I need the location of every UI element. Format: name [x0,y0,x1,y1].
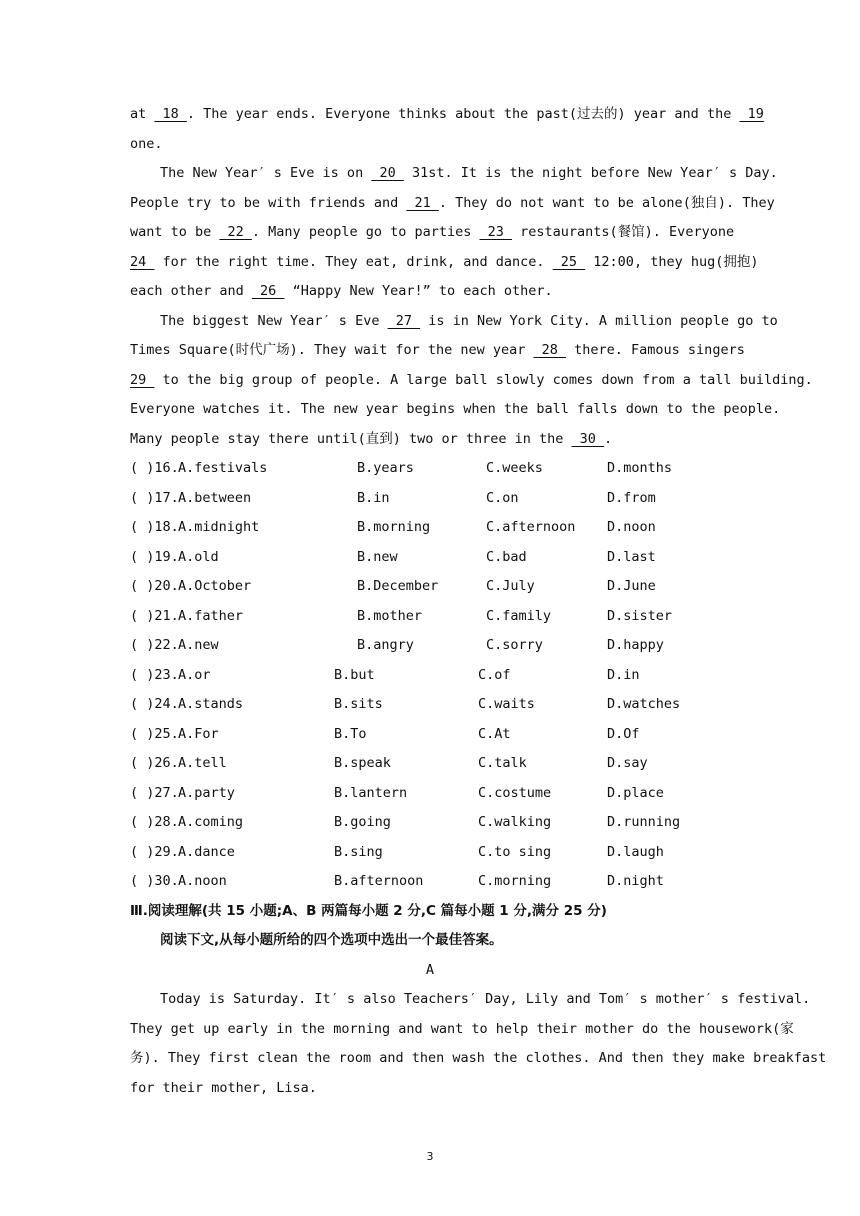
option-d: D.say [607,755,648,771]
option-d: D.night [607,873,664,889]
question-row [130,838,730,868]
option-c: C.At [478,725,511,742]
option-a: A.For [178,725,219,742]
option-c: C.morning [478,873,552,889]
option-c: C.walking [478,814,552,830]
option-b: B.To [334,725,367,742]
option-b: B.December [357,578,439,594]
blank-24: 24 [130,253,155,270]
option-c: C.to sing [478,843,552,860]
passage-line: at 18 . The year ends. Everyone thinks about the past(过去的) year and the 19 [130,106,764,122]
blank-18: 18 [154,106,187,122]
question-row [130,690,730,720]
option-d: D.watches [607,696,681,712]
blank-25: 25 [552,253,586,270]
option-d: D.happy [607,637,664,653]
passage-line: They get up early in the morning and want to help their mother do the housework(家 [130,1020,794,1037]
blank-23: 23 [479,224,513,240]
blank-29: 29 [130,371,155,388]
option-b: B.sits [334,696,383,712]
passage-line: Many people stay there until(直到) two or three in the 30 . [130,430,613,447]
option-d: D.running [607,814,681,830]
blank-26: 26 [251,283,285,299]
question-number: ( )23. [130,666,179,683]
blank-20: 20 [371,165,404,181]
option-a: A.October [178,578,252,594]
option-b: B.going [334,814,391,830]
passage-line: Times Square(时代广场). They wait for the new year 28 there. Famous singers [130,342,745,358]
option-a: A.midnight [178,519,260,535]
page-number: 3 [426,1150,434,1163]
option-b: B.years [357,460,414,476]
question-number: ( )29. [130,843,179,860]
question-row [130,543,730,573]
question-number: ( )30. [130,873,179,889]
option-a: A.old [178,548,219,565]
question-number: ( )27. [130,784,179,801]
question-row [130,749,730,779]
option-a: A.father [178,607,244,624]
option-d: D.noon [607,519,656,535]
passage-line: Today is Saturday. It′ s also Teachers′ Day, Lily and Tom′ s mother′ s festival. [160,991,811,1007]
blank-30: 30 [571,430,605,447]
option-b: B.lantern [334,784,408,801]
question-row [130,602,730,632]
section-instruction: 阅读下文,从每小题所给的四个选项中选出一个最佳答案。 [160,932,503,948]
question-row [130,631,730,661]
question-row [130,867,730,897]
option-a: A.festivals [178,460,268,476]
question-row [130,484,730,514]
option-d: D.laugh [607,843,664,860]
option-c: C.of [478,666,511,683]
question-number: ( )16. [130,460,179,476]
option-d: D.months [607,460,673,476]
passage-line: People try to be with friends and 21 . They do not want to be alone(独自). They [130,194,775,211]
question-row [130,808,730,838]
option-c: C.bad [486,548,527,565]
blank-28: 28 [533,342,567,358]
passage-line: The biggest New Year′ s Eve 27 is in New York City. A million people go to [160,312,778,329]
passage-line: 务). They first clean the room and then wash the clothes. And then they make breakfast [130,1050,827,1066]
option-c: C.sorry [486,637,543,653]
question-row [130,661,730,691]
question-list [130,454,730,897]
passage-label: A [425,961,435,978]
option-c: C.afternoon [486,519,576,535]
question-number: ( )17. [130,489,179,506]
option-b: B.afternoon [334,873,424,889]
question-number: ( )18. [130,519,179,535]
document-page [130,100,827,1103]
passage-line: want to be 22 . Many people go to parties 23 restaurants(餐馆). Everyone [130,224,735,240]
question-row [130,720,730,750]
question-row [130,779,730,809]
option-b: B.in [357,489,390,506]
option-c: C.waits [478,696,535,712]
passage-line: Everyone watches it. The new year begins when the ball falls down to the people. [130,401,781,417]
question-number: ( )19. [130,548,179,565]
option-d: D.from [607,489,656,506]
blank-19: 19 [739,106,764,122]
question-number: ( )25. [130,725,179,742]
option-b: B.angry [357,637,414,653]
passage-line: for their mother, Lisa. [130,1079,317,1096]
option-a: A.dance [178,843,235,860]
passage-line: The New Year′ s Eve is on 20 31st. It is the night before New Year′ s Day. [160,165,778,181]
option-d: D.last [607,548,656,565]
option-d: D.June [607,578,656,594]
section-heading: Ⅲ.阅读理解(共 15 小题;A、B 两篇每小题 2 分,C 篇每小题 1 分,满分 25 分) [130,902,607,919]
option-c: C.July [486,578,535,594]
option-a: A.noon [178,873,227,889]
option-a: A.or [178,666,211,683]
option-d: D.Of [607,725,640,742]
question-row [130,454,730,484]
option-d: D.in [607,666,640,683]
question-row [130,572,730,602]
option-a: A.between [178,489,252,506]
question-row [130,513,730,543]
question-number: ( )22. [130,637,179,653]
option-b: B.morning [357,519,431,535]
blank-21: 21 [406,194,439,211]
option-b: B.speak [334,755,391,771]
option-b: B.but [334,666,375,683]
option-d: D.place [607,784,664,801]
option-c: C.on [486,489,519,506]
blank-27: 27 [387,312,421,329]
question-number: ( )26. [130,755,179,771]
option-b: B.new [357,548,398,565]
blank-22: 22 [219,224,252,240]
option-a: A.tell [178,755,227,771]
option-b: B.mother [357,607,423,624]
passage-line: each other and 26 “Happy New Year!” to each other. [130,283,553,299]
passage-line: one. [130,135,163,152]
option-c: C.weeks [486,460,543,476]
option-c: C.costume [478,784,552,801]
option-d: D.sister [607,607,673,624]
question-number: ( )21. [130,607,179,624]
passage-line: 24 for the right time. They eat, drink, and dance. 25 12:00, they hug(拥抱) [130,253,759,270]
option-a: A.party [178,784,235,801]
option-c: C.family [486,607,552,624]
option-b: B.sing [334,843,383,860]
option-a: A.coming [178,814,244,830]
option-c: C.talk [478,755,527,771]
question-number: ( )28. [130,814,179,830]
question-number: ( )24. [130,696,179,712]
option-a: A.new [178,637,219,653]
question-number: ( )20. [130,578,179,594]
option-a: A.stands [178,696,244,712]
passage-line: 29 to the big group of people. A large ball slowly comes down from a tall building. [130,371,813,388]
